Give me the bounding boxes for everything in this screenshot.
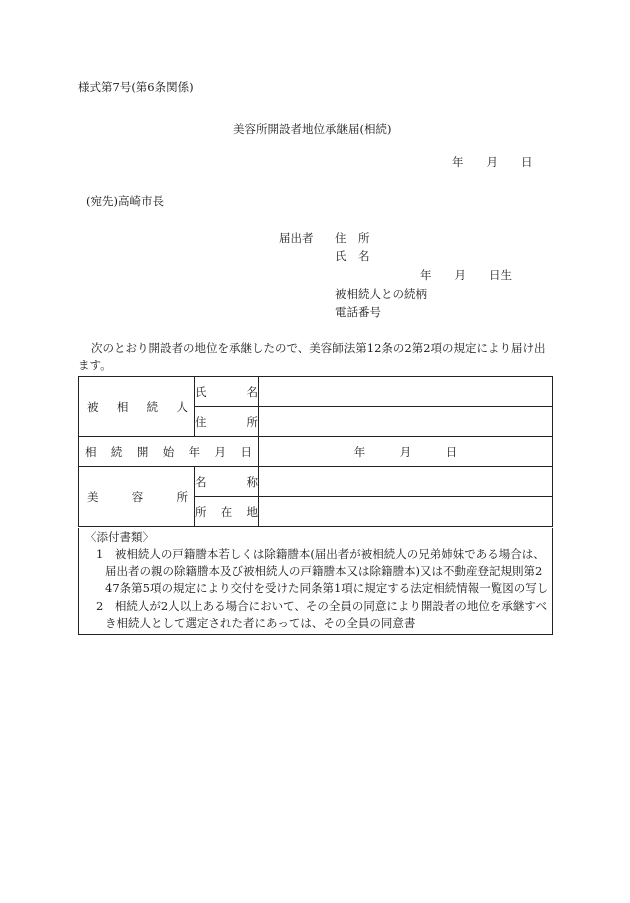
label-char: 容 — [131, 489, 144, 504]
label-char: 被 — [87, 399, 99, 414]
label-char: 在 — [220, 504, 233, 519]
label-char: 住 — [195, 414, 207, 429]
form-title: 美容所開設者地位承継届(相続) — [233, 122, 392, 136]
addressee: (宛先)高崎市長 — [86, 194, 164, 208]
decedent-address-label — [195, 414, 258, 430]
relation-label: 被相続人との続柄 — [335, 287, 427, 301]
birth-date-line: 年 月 日生 — [420, 268, 512, 282]
label-char: 名 — [246, 384, 258, 399]
start-date-field[interactable] — [259, 437, 553, 467]
salon-label-cell — [79, 467, 195, 527]
attachments-box — [78, 528, 553, 635]
label-char: 氏 — [195, 384, 207, 399]
salon-location-field[interactable] — [259, 497, 553, 527]
attachment-item-1-line-1: 1 被相続人の戸籍謄本若しくは除籍謄本(届出者が被相続人の兄弟姉妹である場合は、 — [96, 547, 545, 561]
attachment-item-1-line-3: 47条第5項の規定により交付を受けた同条第1項に規定する法定相続情報一覧図の写し — [105, 581, 549, 595]
attachment-item-2-line-2: き相続人として選定された者にあっては、その全員の同意書 — [105, 616, 416, 630]
decedent-name-label-cell — [195, 377, 259, 407]
label-char: 地 — [246, 504, 258, 519]
label-char: 人 — [176, 399, 188, 414]
label-char: 開 — [136, 444, 149, 459]
label-char: 月 — [214, 444, 227, 459]
attachment-item-1-line-2: 届出者の親の除籍謄本及び被相続人の戸籍謄本又は除籍謄本)又は不動産登記規則第2 — [105, 564, 543, 578]
label-char: 名 — [195, 474, 207, 489]
address-label: 住 所 — [335, 231, 370, 245]
salon-name-label-cell — [195, 467, 259, 497]
decedent-name-label — [195, 384, 258, 400]
label-char: 相 — [116, 399, 129, 414]
decedent-name-field[interactable] — [259, 377, 553, 407]
label-char: 所 — [195, 504, 207, 519]
label-char: 称 — [246, 474, 258, 489]
start-date-label-cell — [79, 437, 259, 467]
label-char: 続 — [110, 444, 123, 459]
attachments-heading: 〈添付書類〉 — [85, 530, 154, 544]
decedent-label-cell — [79, 377, 195, 437]
label-char: 続 — [146, 399, 159, 414]
label-char: 所 — [246, 414, 258, 429]
decedent-label — [87, 399, 188, 415]
statement-line-1: 次のとおり開設者の地位を承継したので、美容師法第12条の2第2項の規定により届け出 — [91, 341, 546, 355]
label-char: 美 — [87, 489, 99, 504]
salon-name-field[interactable] — [259, 467, 553, 497]
date-line: 年 月 日 — [452, 155, 533, 169]
form-table — [78, 376, 553, 527]
label-char: 所 — [176, 489, 188, 504]
attachment-item-2-line-1: 2 相続人が2人以上ある場合において、その全員の同意により開設者の地位を承継すべ — [96, 599, 548, 613]
salon-label — [87, 489, 188, 505]
decedent-address-label-cell — [195, 407, 259, 437]
start-date-label — [85, 444, 252, 460]
form-number: 様式第7号(第6条関係) — [78, 80, 194, 94]
statement-line-2: ます。 — [78, 358, 112, 372]
salon-name-label — [195, 474, 258, 490]
label-char: 年 — [188, 444, 201, 459]
label-char: 始 — [162, 444, 175, 459]
label-char: 相 — [85, 444, 97, 459]
label-char: 日 — [240, 444, 252, 459]
name-label: 氏 名 — [335, 249, 370, 263]
phone-label: 電話番号 — [335, 305, 381, 319]
start-date-value: 年 月 日 — [353, 444, 458, 459]
decedent-address-field[interactable] — [259, 407, 553, 437]
salon-location-label — [195, 504, 258, 520]
notifier-label: 届出者 — [279, 231, 314, 245]
salon-location-label-cell — [195, 497, 259, 527]
